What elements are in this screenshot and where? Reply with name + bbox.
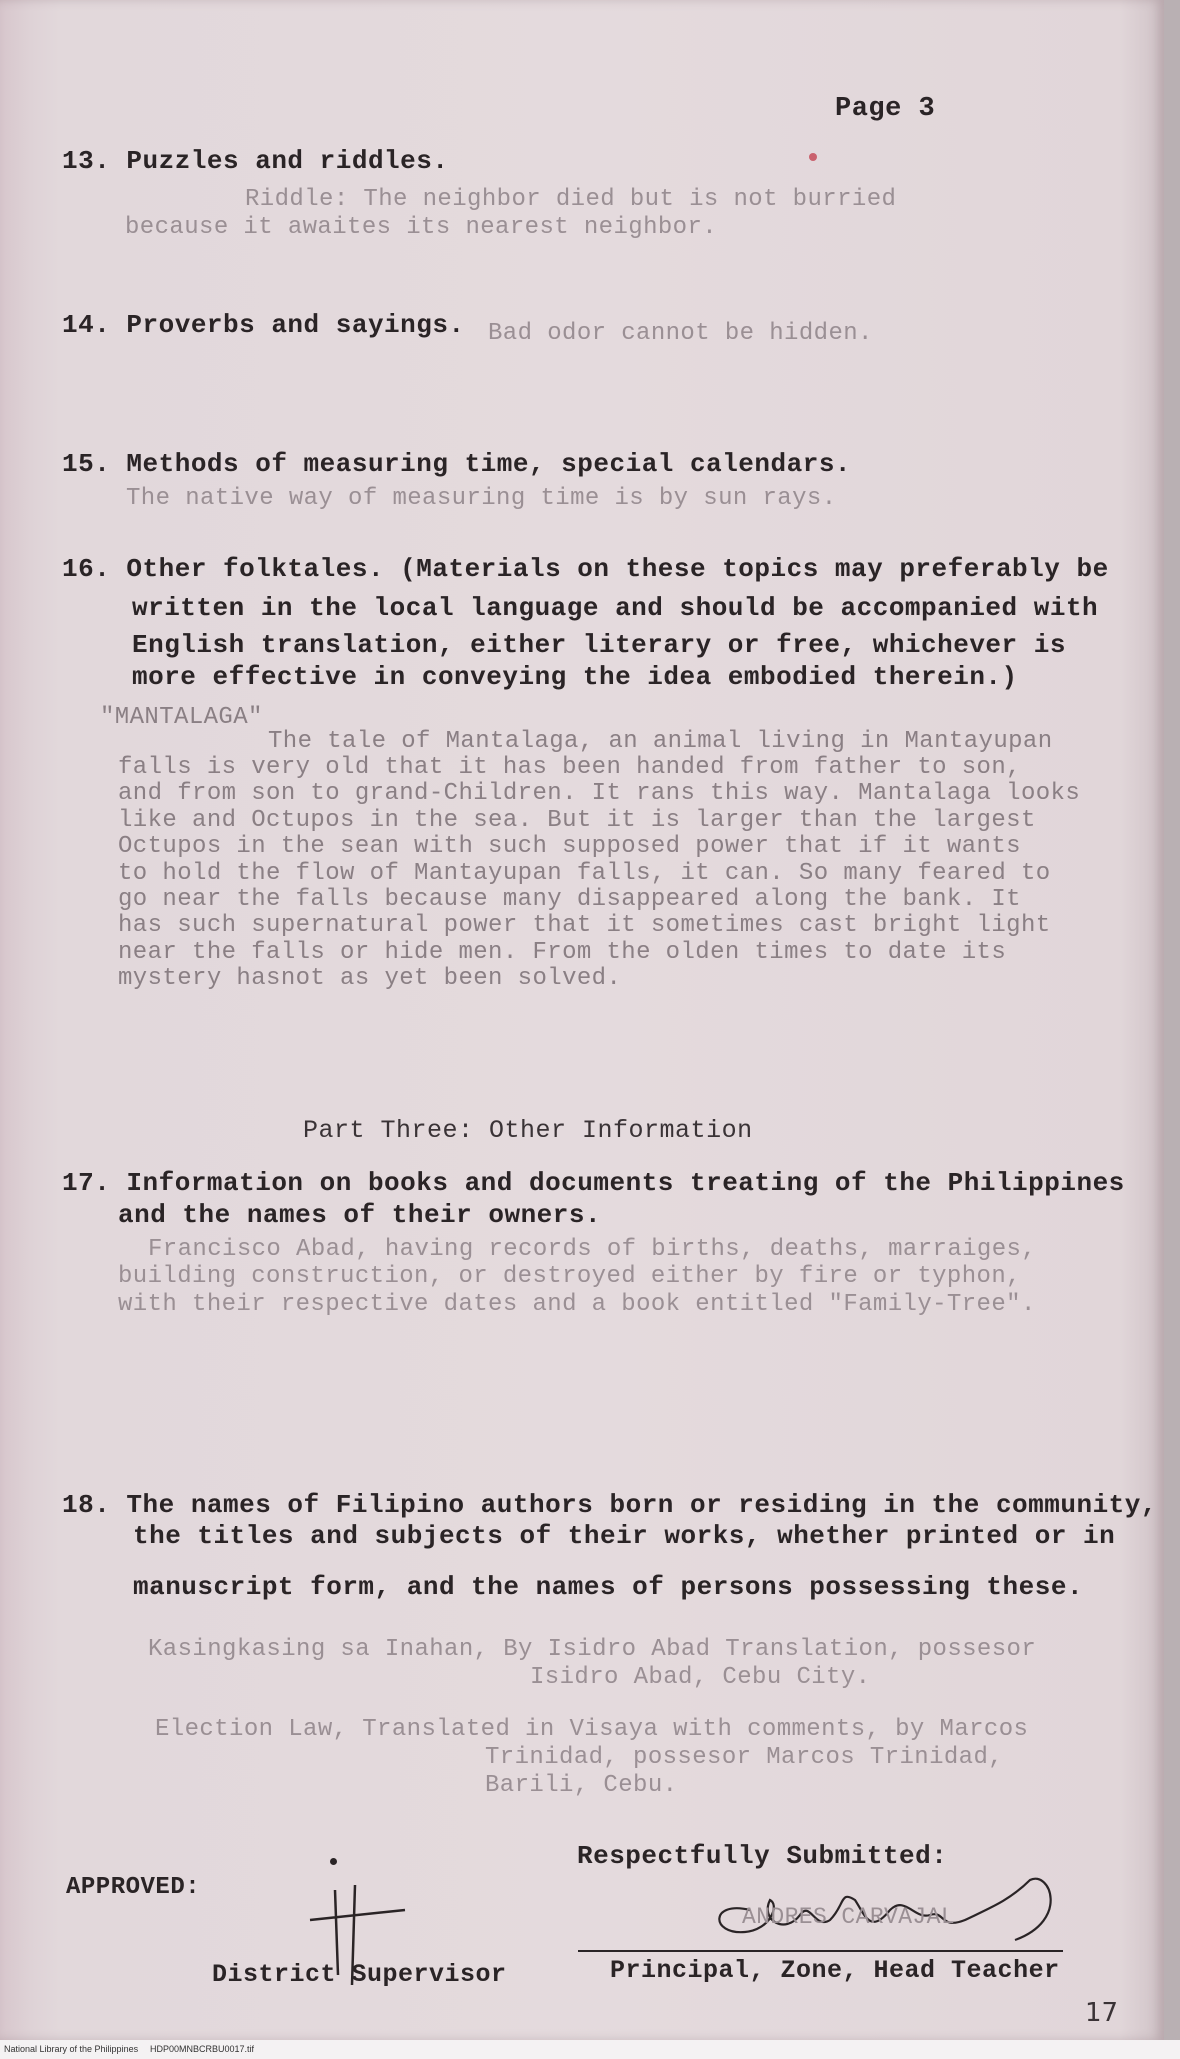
item-16-heading-line-1: 16. Other folktales. (Materials on these topics may preferably be xyxy=(62,554,1109,584)
folktale-title: "MANTALAGA" xyxy=(100,704,263,731)
item-13-heading: 13. Puzzles and riddles. xyxy=(62,146,449,176)
item-16-heading-line-3: English translation, either literary or free, whichever is xyxy=(132,630,1066,660)
item-13-answer-line-2: because it awaites its nearest neighbor. xyxy=(125,214,718,241)
folktale-line-1: The tale of Mantalaga, an animal living in Mantayupan xyxy=(268,728,1053,755)
item-18-heading-line-2: the titles and subjects of their works, whether printed or in xyxy=(133,1521,1116,1551)
item-18-heading-line-3: manuscript form, and the names of persons possessing these. xyxy=(133,1572,1084,1602)
item-17-heading-line-1: 17. Information on books and documents treating of the Philippines xyxy=(62,1168,1125,1198)
page-label: Page 3 xyxy=(835,94,936,124)
item-17-heading-line-2: and the names of their owners. xyxy=(118,1200,602,1230)
scan-footer xyxy=(0,2040,1180,2059)
item-17-answer-line-1: Francisco Abad, having records of births, deaths, marraiges, xyxy=(148,1236,1037,1263)
item-18-answer-line-1: Kasingkasing sa Inahan, By Isidro Abad Translation, possesor xyxy=(148,1636,1037,1663)
scan-edge xyxy=(1164,0,1180,2040)
item-17-answer-line-2: building construction, or destroyed either by fire or typhon, xyxy=(118,1263,1021,1290)
item-17-answer-line-3: with their respective dates and a book entitled "Family-Tree". xyxy=(118,1291,1036,1318)
folktale-line-8: has such supernatural power that it sometimes cast bright light xyxy=(118,912,1051,939)
folktale-line-4: like and Octupos in the sea. But it is larger than the largest xyxy=(118,807,1036,834)
signatory-title: Principal, Zone, Head Teacher xyxy=(610,1956,1060,1985)
item-18-answer-line-2: Isidro Abad, Cebu City. xyxy=(530,1664,871,1691)
item-16-heading-line-4: more effective in conveying the idea embodied therein.) xyxy=(132,662,1018,692)
item-15-heading: 15. Methods of measuring time, special calendars. xyxy=(62,449,852,479)
approved-label: APPROVED: xyxy=(66,1874,201,1901)
folktale-line-10: mystery hasnot as yet been solved. xyxy=(118,965,622,992)
folktale-line-6: to hold the flow of Mantayupan falls, it can. So many feared to xyxy=(118,860,1051,887)
part-three-heading: Part Three: Other Information xyxy=(303,1116,753,1145)
footer-source: National Library of the Philippines xyxy=(4,2044,139,2054)
ink-dot xyxy=(330,1858,337,1865)
item-15-answer: The native way of measuring time is by sun rays. xyxy=(126,485,837,512)
ink-spot xyxy=(809,153,817,161)
item-13-answer-line-1: Riddle: The neighbor died but is not burried xyxy=(245,186,897,213)
item-14-answer: Bad odor cannot be hidden. xyxy=(488,320,873,347)
folktale-line-9: near the falls or hide men. From the olden times to date its xyxy=(118,939,1007,966)
district-supervisor-label: District Supervisor xyxy=(212,1960,507,1989)
folktale-line-7: go near the falls because many disappeared along the bank. It xyxy=(118,886,1021,913)
folktale-line-2: falls is very old that it has been handed from father to son, xyxy=(118,754,1021,781)
folktale-line-5: Octupos in the sean with such supposed power that if it wants xyxy=(118,833,1021,860)
folktale-line-3: and from son to grand-Children. It rans this way. Mantalaga looks xyxy=(118,780,1081,807)
item-14-heading: 14. Proverbs and sayings. xyxy=(62,310,465,340)
signature-line xyxy=(578,1950,1063,1952)
typed-name: ANDRES CARVAJAL xyxy=(742,1904,956,1930)
item-18-answer-line-5: Barili, Cebu. xyxy=(485,1772,678,1799)
item-16-heading-line-2: written in the local language and should be accompanied with xyxy=(132,593,1099,623)
handwritten-page-number: 17 xyxy=(1085,1998,1119,2028)
submitted-label: Respectfully Submitted: xyxy=(577,1841,948,1871)
footer-filename: HDP00MNBCRBU0017.tif xyxy=(150,2044,255,2054)
item-18-answer-line-3: Election Law, Translated in Visaya with comments, by Marcos xyxy=(155,1716,1029,1743)
item-18-answer-line-4: Trinidad, possesor Marcos Trinidad, xyxy=(485,1744,1004,1771)
item-18-heading-line-1: 18. The names of Filipino authors born or residing in the community, xyxy=(62,1490,1157,1520)
